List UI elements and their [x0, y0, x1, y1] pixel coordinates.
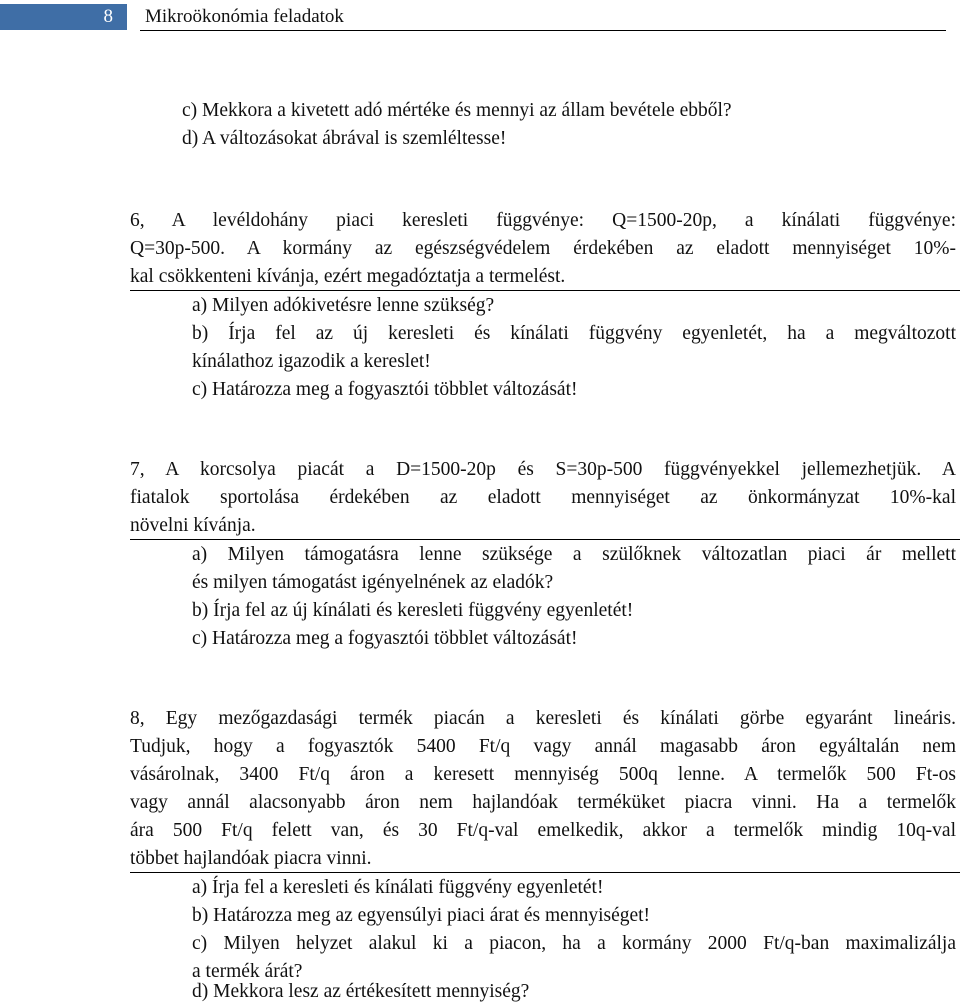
problem-7-line-1: 7, A korcsolya piacát a D=1500-20p és S=30p-500 függvényekkel jellemezhetjük. A — [130, 459, 956, 480]
problem-8-line-5: ára 500 Ft/q felett van, és 30 Ft/q-val emelkedik, akkor a termelők mindig 10q-val — [130, 820, 956, 841]
problem-8c-line-2: a termék árát? — [192, 961, 303, 982]
header-rule — [140, 30, 946, 31]
problem-7-line-2: fiatalok sportolása érdekében az eladott mennyiséget az önkormányzat 10%-kal — [130, 487, 956, 508]
problem-6-line-3: kal csökkenteni kívánja, ezért megadóztatja a termelést. — [130, 266, 566, 287]
problem-6c: c) Határozza meg a fogyasztói többlet változását! — [192, 379, 578, 400]
problem-6-line-1: 6, A levéldohány piaci keresleti függvénye: Q=1500-20p, a kínálati függvénye: — [130, 210, 956, 231]
problem-8-line-3: vásárolnak, 3400 Ft/q áron a keresett mennyiség 500q lenne. A termelők 500 Ft-os — [130, 764, 956, 785]
problem-6b-line-1: b) Írja fel az új keresleti és kínálati függvény egyenletét, ha a megváltozott — [192, 323, 956, 344]
problem-7c: c) Határozza meg a fogyasztói többlet változását! — [192, 628, 578, 649]
problem-6b-line-2: kínálathoz igazodik a kereslet! — [192, 351, 431, 372]
page-header — [0, 0, 960, 40]
page-number: 8 — [0, 4, 127, 30]
problem-8-line-2: Tudjuk, hogy a fogyasztók 5400 Ft/q vagy annál magasabb áron egyáltalán nem — [130, 736, 956, 757]
problem-8-line-1: 8, Egy mezőgazdasági termék piacán a keresleti és kínálati görbe egyaránt lineáris. — [130, 708, 956, 729]
problem-7-line-3: növelni kívánja. — [130, 515, 256, 536]
problem-8b: b) Határozza meg az egyensúlyi piaci árat és mennyiséget! — [192, 905, 651, 926]
problem-8-line-6: többet hajlandóak piacra vinni. — [130, 848, 372, 869]
running-title: Mikroökonómia feladatok — [145, 6, 344, 27]
problem-8a: a) Írja fel a keresleti és kínálati függvény egyenletét! — [192, 877, 604, 898]
problem-5d: d) A változásokat ábrával is szemléltesse! — [182, 128, 507, 149]
problem-7a-line-1: a) Milyen támogatásra lenne szüksége a szülőknek változatlan piaci ár mellett — [192, 544, 956, 565]
problem-7a-line-2: és milyen támogatást igényelnének az eladók? — [192, 572, 554, 593]
problem-5c: c) Mekkora a kivetett adó mértéke és mennyi az állam bevétele ebből? — [182, 100, 732, 121]
section-rule — [130, 290, 960, 291]
problem-7b: b) Írja fel az új kínálati és keresleti függvény egyenletét! — [192, 600, 634, 621]
section-rule — [130, 539, 960, 540]
section-rule — [130, 872, 960, 873]
problem-8d: d) Mekkora lesz az értékesített mennyiség? — [192, 981, 530, 1002]
problem-8-line-4: vagy annál alacsonyabb áron nem hajlandóak terméküket piacra vinni. Ha a termelők — [130, 792, 956, 813]
problem-6a: a) Milyen adókivetésre lenne szükség? — [192, 295, 495, 316]
problem-8c-line-1: c) Milyen helyzet alakul ki a piacon, ha a kormány 2000 Ft/q-ban maximalizálja — [192, 933, 956, 954]
problem-6-line-2: Q=30p-500. A kormány az egészségvédelem érdekében az eladott mennyiséget 10%- — [130, 238, 956, 259]
